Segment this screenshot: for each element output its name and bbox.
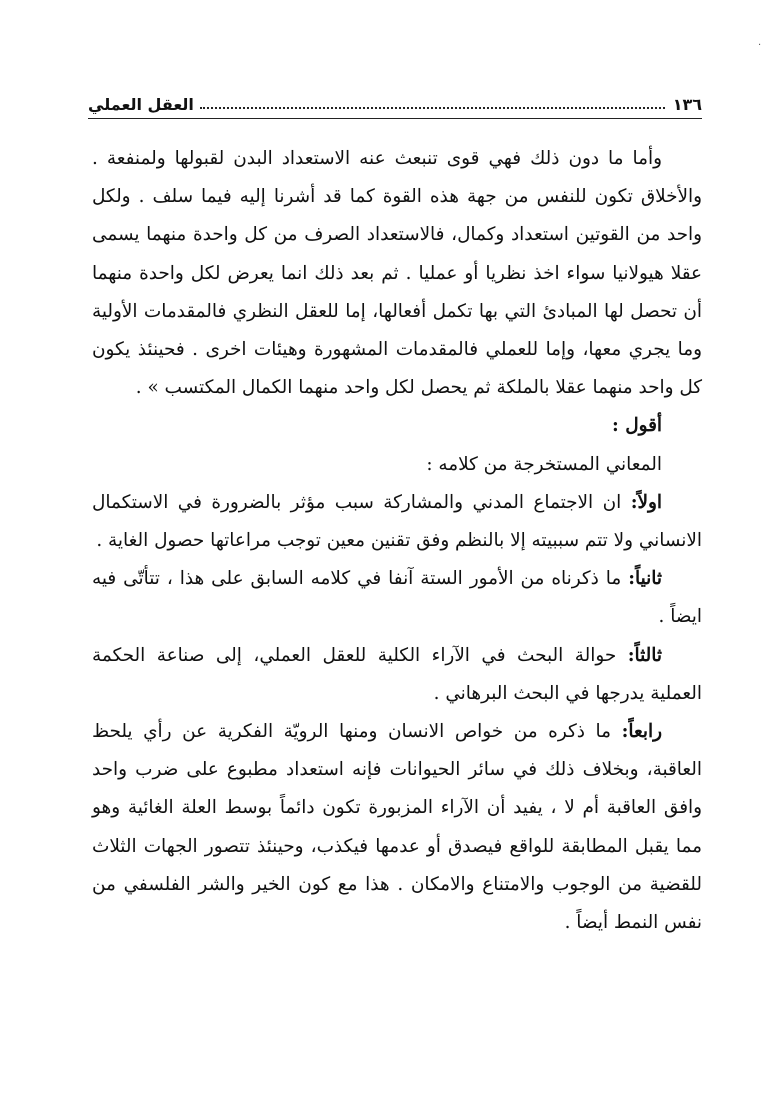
body-text [92, 140, 702, 942]
point-4-text: ما ذكره من خواص الانسان ومنها الرويّة الفكرية عن رأي يلحظ العاقبة، وبخلاف ذلك في سائر الحيوانات فإنه استعداد مطبوع على ضرب واحد وافق العاقبة أم لا ، يفيد أن الآراء المزبورة تكون دائماً بوسط العلة الغائية وهو مما يقبل المطابقة للواقع فيصدق أو عدمها فيكذب، وحينئذ تتصور الجهات الثلاث للقضية من الوجوب والامتناع والامكان . هذا مع كون الخير والشر الفلسفي من نفس النمط أيضاً . [92, 721, 702, 934]
point-2 [92, 560, 702, 636]
point-2-text: ما ذكرناه من الأمور الستة آنفا في كلامه السابق على هذا ، تتأتّى فيه ايضاً . [92, 568, 702, 628]
aqulu-heading: أقول : [612, 415, 662, 437]
point-1 [92, 484, 702, 560]
intro-line: المعاني المستخرجة من كلامه : [426, 453, 662, 475]
point-2-label: ثانياً: [628, 568, 662, 590]
point-4-label: رابعاً: [621, 721, 662, 743]
point-4 [92, 713, 702, 942]
point-1-text: ان الاجتماع المدني والمشاركة سبب مؤثر بالضرورة في الاستكمال الانساني ولا تتم سببيته إلا بالنظم وفق تقنين معين توجب مراعاتها حصول الغاية . [92, 491, 702, 552]
paragraph-quote: وأما ما دون ذلك فهي قوى تنبعث عنه الاستعداد البدن لقبولها ولمنفعة . والأخلاق تكون للنفس من جهة هذه القوة كما قد أشرنا إليه فيما سلف . ولكل واحد من القوتين استعداد وكمال، فالاستعداد الصرف من كل واحدة منهما يسمى عقلا هيولانيا سواء اخذ نظريا أو عمليا . ثم بعد ذلك انما يعرض لكل واحدة منهما أن تحصل لها المبادئ التي بها تكمل أفعالها، إما للعقل النظري فالمقدمات الأولية وما يجري معها، وإما للعملي فالمقدمات المشهورة وهيئات اخرى . فحينئذ يكون كل واحد منهما عقلا بالملكة ثم يحصل لكل واحد منهما الكمال المكتسب » . [92, 148, 702, 399]
point-3-text: حوالة البحث في الآراء الكلية للعقل العملي، إلى صناعة الحكمة العملية يدرجها في البحث البرهاني . [92, 644, 702, 704]
point-1-label: اولاً: [630, 491, 662, 513]
running-header [88, 88, 702, 114]
header-dot-leader [200, 106, 665, 109]
header-rule [88, 118, 702, 119]
page-number: ١٣٦ [672, 95, 702, 114]
point-3 [92, 637, 702, 713]
running-title: العقل العملي [88, 95, 194, 114]
corner-mark: · [758, 40, 762, 51]
point-3-label: ثالثاً: [627, 644, 662, 666]
